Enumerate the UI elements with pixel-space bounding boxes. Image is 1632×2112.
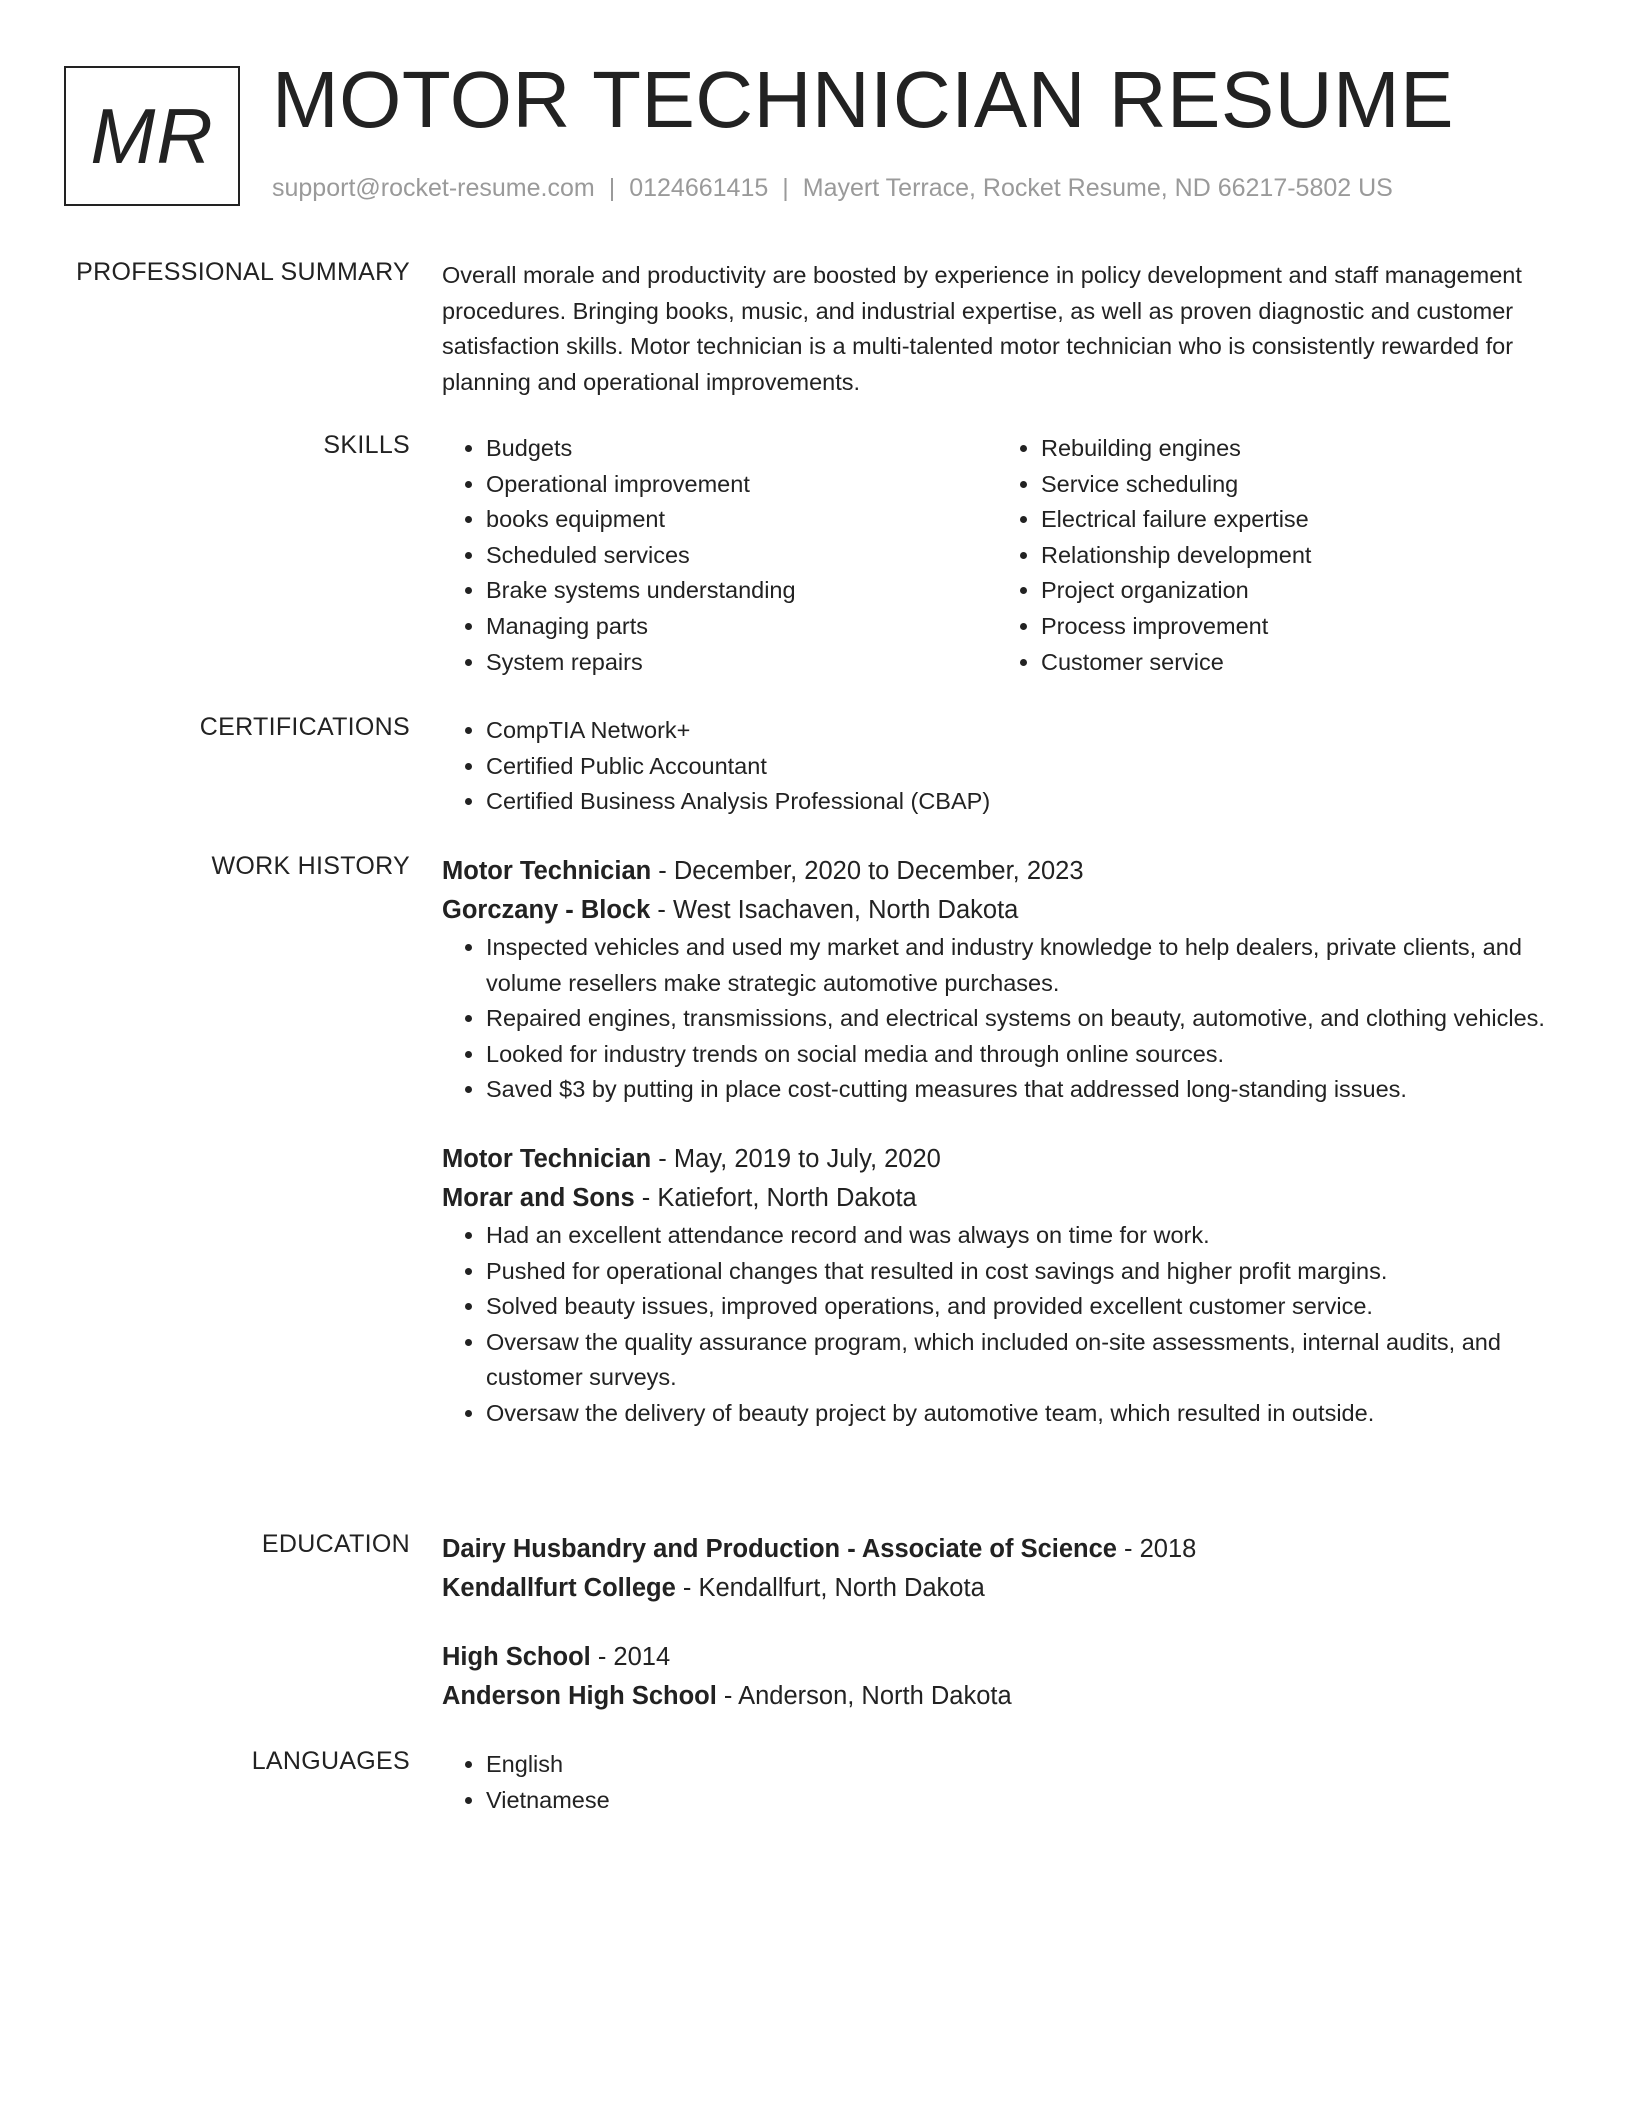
skill-item: • Operational improvement (486, 467, 997, 503)
contact-email: support@rocket-resume.com (272, 174, 595, 202)
skill-item: • Relationship development (1041, 538, 1552, 574)
job-bullet: • Oversaw the quality assurance program, which included on-site assessments, internal audits, and customer surveys. (486, 1325, 1552, 1396)
skills-columns (442, 431, 1552, 680)
summary-text: Overall morale and productivity are boosted by experience in policy development and staff management procedures. Bringing books, music, and industrial expertise, as well as proven diagnostic and customer satisfaction skills. Motor technician is a multi-talented motor technician who is consistently rewarded for planning and operational improvements. (442, 262, 1522, 395)
job-location: - West Isachaven, North Dakota (650, 896, 1019, 924)
education-year: - 2014 (590, 1643, 671, 1671)
contact-phone: 0124661415 (629, 174, 769, 202)
job-title-line (442, 1140, 1552, 1179)
job-bullet: • Had an excellent attendance record and was always on time for work. (486, 1218, 1552, 1254)
skill-item: • Electrical failure expertise (1041, 502, 1552, 538)
job-bullet: • Solved beauty issues, improved operations, and provided excellent customer service. (486, 1289, 1552, 1325)
skill-item: • Project organization (1041, 573, 1552, 609)
languages-body (442, 1747, 1552, 1818)
section-label-summary: PROFESSIONAL SUMMARY (76, 258, 410, 286)
job-dates: - December, 2020 to December, 2023 (651, 857, 1084, 885)
languages-list (442, 1747, 1552, 1818)
job-bullet: • Repaired engines, transmissions, and electrical systems on beauty, automotive, and clothing vehicles. (486, 1001, 1552, 1037)
skill-item: • System repairs (486, 645, 997, 681)
contact-separator: | (608, 174, 616, 202)
contact-line (272, 174, 1393, 203)
language-item: • English (486, 1747, 1552, 1783)
education-location: - Anderson, North Dakota (716, 1682, 1012, 1710)
education-degree-line (442, 1530, 1552, 1569)
section-label-skills: SKILLS (323, 431, 410, 459)
certifications-body (442, 713, 1552, 820)
job-bullet: • Pushed for operational changes that resulted in cost savings and higher profit margins. (486, 1254, 1552, 1290)
education-body (442, 1530, 1552, 1716)
job-company: Morar and Sons (442, 1183, 635, 1212)
job-company: Gorczany - Block (442, 896, 651, 924)
contact-separator: | (782, 174, 789, 202)
language-item: • Vietnamese (486, 1783, 1552, 1819)
certification-item: • Certified Business Analysis Professional (CBAP) (486, 784, 1552, 820)
skill-item: • Scheduled services (486, 538, 997, 574)
job-company-line (442, 891, 1552, 930)
resume-title: MOTOR TECHNICIAN RESUME (272, 55, 1454, 144)
education-school: Anderson High School (442, 1682, 717, 1710)
education-year: - 2018 (1116, 1535, 1197, 1563)
skill-item: • Process improvement (1041, 609, 1552, 645)
education-entry (442, 1638, 1552, 1716)
certification-item: • Certified Public Accountant (486, 749, 1552, 785)
section-label-languages: LANGUAGES (251, 1747, 410, 1775)
section-label-work-history: WORK HISTORY (211, 852, 410, 880)
job-location: - Katiefort, North Dakota (634, 1183, 917, 1212)
job-bullet: • Oversaw the delivery of beauty project by automotive team, which resulted in outside. (486, 1396, 1552, 1432)
certifications-list (442, 713, 1552, 820)
skill-item: • Customer service (1041, 645, 1552, 681)
education-school: Kendallfurt College (442, 1574, 676, 1602)
skill-item: • Service scheduling (1041, 467, 1552, 503)
skills-list-left (442, 431, 997, 680)
job-title: Motor Technician (442, 1144, 652, 1173)
job-title: Motor Technician (442, 857, 652, 885)
section-label-education: EDUCATION (261, 1530, 410, 1558)
job-bullets (442, 1218, 1552, 1432)
job-company-line (442, 1179, 1552, 1218)
job-bullets (442, 930, 1552, 1108)
education-degree: High School (442, 1643, 591, 1671)
education-location: - Kendallfurt, North Dakota (675, 1574, 985, 1602)
monogram-box (64, 66, 240, 206)
job-dates: - May, 2019 to July, 2020 (651, 1144, 941, 1173)
job-title-line (442, 852, 1552, 891)
job-entry (442, 852, 1552, 1108)
skill-item: • Managing parts (486, 609, 997, 645)
summary-body (442, 258, 1552, 400)
skill-item: • books equipment (486, 502, 997, 538)
education-school-line (442, 1569, 1552, 1608)
education-entry (442, 1530, 1552, 1608)
job-bullet: • Looked for industry trends on social media and through online sources. (486, 1037, 1552, 1073)
job-bullet: • Saved $3 by putting in place cost-cutting measures that addressed long-standing issues. (486, 1072, 1552, 1108)
contact-address: Mayert Terrace, Rocket Resume, ND 66217-5802 US (802, 174, 1393, 202)
certification-item: • CompTIA Network+ (486, 713, 1552, 749)
skill-item: • Budgets (486, 431, 997, 467)
work-history-body (442, 852, 1552, 1432)
job-entry (442, 1140, 1552, 1432)
skill-item: • Brake systems understanding (486, 573, 997, 609)
section-label-certifications: CERTIFICATIONS (199, 713, 410, 741)
education-degree-line (442, 1638, 1552, 1677)
education-degree: Dairy Husbandry and Production - Associate of Science (442, 1535, 1117, 1563)
skill-item: • Rebuilding engines (1041, 431, 1552, 467)
monogram-initials: MR (90, 91, 214, 180)
job-bullet: • Inspected vehicles and used my market and industry knowledge to help dealers, private clients, and volume resellers make strategic automotive purchases. (486, 930, 1552, 1001)
skills-list-right (997, 431, 1552, 680)
education-school-line (442, 1677, 1552, 1716)
